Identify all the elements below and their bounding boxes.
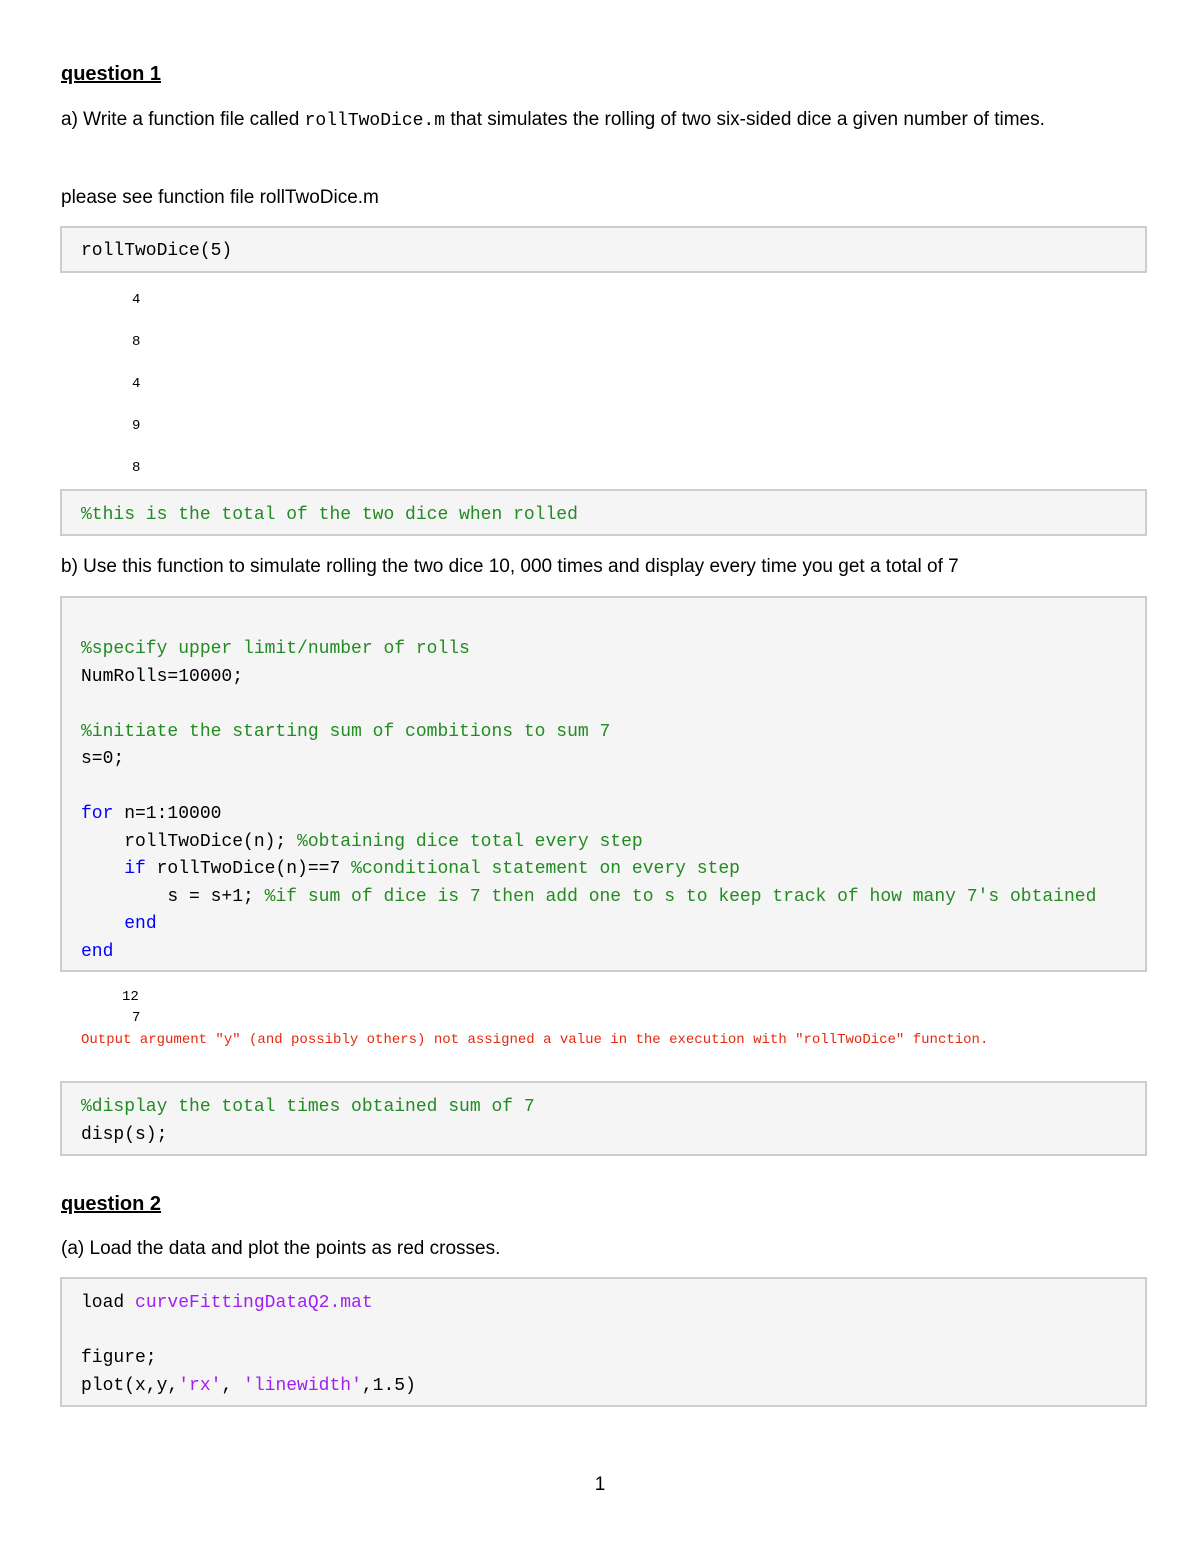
question-2-heading: question 2 xyxy=(61,1193,162,1215)
output-value: 7 xyxy=(132,1010,141,1026)
output-value: 8 xyxy=(132,334,141,350)
code-block-load-plot xyxy=(60,1277,1147,1407)
question-1-heading: question 1 xyxy=(61,63,162,85)
code-line xyxy=(62,1094,1145,1122)
code-comment: %obtaining dice total every step xyxy=(297,831,643,852)
code-comment: %conditional statement on every step xyxy=(351,859,740,879)
code-line xyxy=(62,829,1145,857)
question-1a-text xyxy=(61,104,1151,137)
code-keyword: end xyxy=(81,941,114,962)
code-line xyxy=(62,911,1145,939)
code-text: , xyxy=(221,1375,244,1396)
code-keyword: end xyxy=(124,914,157,934)
code-text: load xyxy=(81,1293,136,1313)
code-comment: %display the total times obtained sum of 7 xyxy=(81,1097,535,1117)
code-line xyxy=(62,502,1145,530)
code-line-blank xyxy=(62,691,1145,719)
part-a-suffix: that simulates the rolling of two six-sided dice a given number of times. xyxy=(445,109,1045,130)
code-line xyxy=(62,636,1145,664)
code-block-loop xyxy=(60,596,1147,972)
output-value: 12 xyxy=(122,989,139,1005)
code-block-call xyxy=(60,226,1147,273)
output-value: 4 xyxy=(132,376,141,392)
code-line xyxy=(62,1373,1145,1401)
error-message: Output argument "y" (and possibly others) not assigned a value in the execution with "rollTwoDice" function. xyxy=(81,1032,989,1048)
code-comment: %this is the total of the two dice when rolled xyxy=(81,505,578,525)
output-value: 9 xyxy=(132,418,141,434)
code-line xyxy=(62,1290,1145,1318)
code-text: rollTwoDice(n); xyxy=(81,831,298,852)
code-line xyxy=(62,939,1145,967)
part-a-filename: rollTwoDice.m xyxy=(304,111,446,131)
code-comment: %specify upper limit/number of rolls xyxy=(81,639,470,659)
code-string: 'rx' xyxy=(178,1375,222,1396)
code-comment: %initiate the starting sum of combitions to sum 7 xyxy=(81,721,611,742)
code-line-blank xyxy=(62,1318,1145,1346)
code-line: s=0; xyxy=(81,749,125,769)
code-keyword: if xyxy=(124,859,146,879)
code-comment: %if sum of dice is 7 then add one to s to keep track of how many 7's obtained xyxy=(264,886,1097,907)
function-file-note: please see function file rollTwoDice.m xyxy=(61,187,379,208)
question-1b-text: b) Use this function to simulate rolling the two dice 10, 000 times and display every time you get a total of 7 xyxy=(61,556,959,577)
code-string: curveFittingDataQ2.mat xyxy=(135,1293,373,1313)
output-value: 4 xyxy=(132,292,141,308)
code-line: disp(s); xyxy=(81,1124,168,1145)
output-value: 8 xyxy=(132,460,141,476)
code-keyword: for xyxy=(81,804,114,824)
page-number: 1 xyxy=(594,1474,606,1495)
code-line: figure; xyxy=(81,1348,157,1368)
code-line: rollTwoDice(5) xyxy=(81,241,233,261)
code-string: 'linewidth' xyxy=(243,1375,362,1396)
code-text: n=1:10000 xyxy=(113,804,222,824)
code-block-display xyxy=(60,1081,1147,1156)
code-text: s = s+1; xyxy=(81,886,265,907)
question-2a-text: (a) Load the data and plot the points as red crosses. xyxy=(61,1238,501,1259)
code-text: rollTwoDice(n)==7 xyxy=(145,859,352,879)
code-block-comment xyxy=(60,489,1147,536)
code-text: plot(x,y, xyxy=(81,1375,179,1396)
code-line xyxy=(62,719,1145,747)
code-line-blank xyxy=(62,774,1145,802)
code-text: ,1.5) xyxy=(361,1375,416,1396)
code-line xyxy=(62,884,1145,912)
code-line xyxy=(62,801,1145,829)
part-a-prefix: a) Write a function file called xyxy=(61,109,305,130)
code-line xyxy=(62,856,1145,884)
code-line: NumRolls=10000; xyxy=(81,666,244,687)
